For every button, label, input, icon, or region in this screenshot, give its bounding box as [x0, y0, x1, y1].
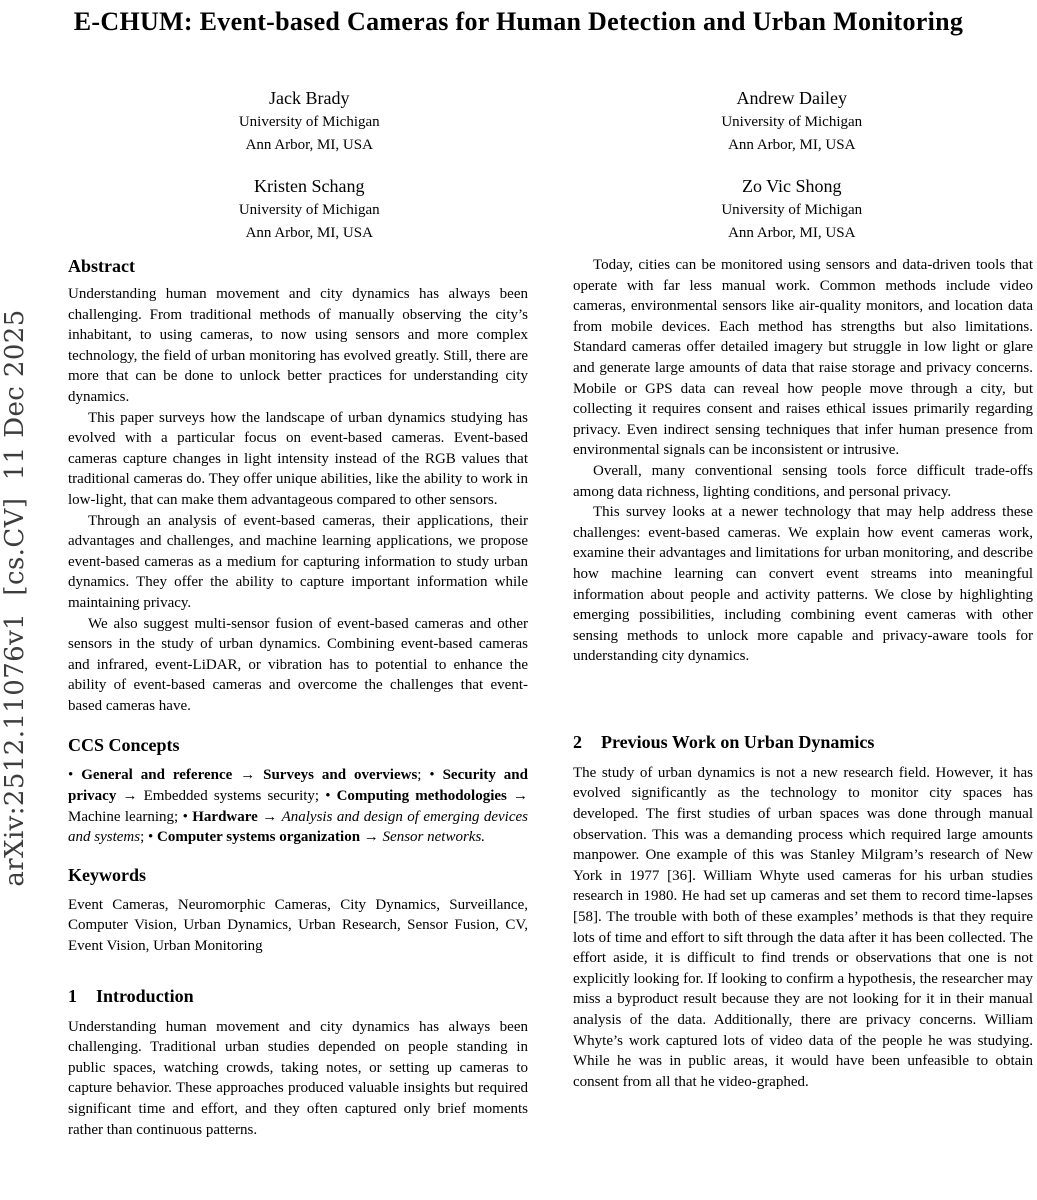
abstract-paragraph-2: This paper surveys how the landscape of urban dynamics studying has evolved with a particular focus on event-based cameras. Event-based cameras capture changes in light intensity instead of the RGB values that traditional cameras do. They offer unique abilities, like the ability to work in low-light, that can make them advantageous compared to other sensors.	[68, 409, 528, 508]
arxiv-watermark: arXiv:2512.11076v1 [cs.CV] 11 Dec 2025	[0, 309, 30, 887]
ccs-segment: General and reference	[81, 767, 233, 784]
ccs-segment: Computing methodologies	[336, 788, 507, 805]
ccs-segment: →	[116, 788, 144, 805]
ccs-segment: Hardware	[192, 808, 258, 825]
author-location: Ann Arbor, MI, USA	[245, 137, 373, 153]
ccs-heading: CCS Concepts	[68, 735, 180, 756]
keywords-text: Event Cameras, Neuromorphic Cameras, City Dynamics, Surveillance, Computer Vision, Urban Dynamics, Urban Research, Sensor Fusion, CV, Event Vision, Urban Monitoring	[68, 896, 528, 955]
left-column	[68, 255, 528, 1140]
ccs-segment: •	[182, 808, 193, 825]
ccs-segment: Embedded systems security;	[143, 788, 326, 805]
introduction-paragraph-4: This survey looks at a newer technology that may help address these challenges: event-based cameras. We explain how event cameras work, examine their advantages and limitations for urban monitoring, and describe how machine learning can convert event streams into meaningful information about people and activity patterns. We close by highlighting emerging possibilities, including combining event cameras with other sensing methods to unlock more capable and privacy-aware tools for understanding city dynamics.	[573, 504, 1033, 665]
ccs-concepts-text	[68, 765, 528, 847]
ccs-segment: Sensor networks.	[382, 829, 486, 846]
section-2-number: 2	[573, 731, 582, 752]
ccs-segment: →	[506, 788, 528, 805]
author-location: Ann Arbor, MI, USA	[728, 137, 856, 153]
section-2-heading	[573, 731, 1033, 754]
paper-title: E-CHUM: Event-based Cameras for Human Detection and Urban Monitoring	[73, 7, 964, 36]
author-name: Andrew Dailey	[736, 88, 847, 108]
keywords-heading: Keywords	[68, 864, 146, 885]
author-affiliation: University of Michigan	[238, 114, 380, 130]
author-affiliation: University of Michigan	[238, 202, 380, 218]
introduction-paragraph-2: Today, cities can be monitored using sensors and data-driven tools that operate with far less manual work. Common methods include video cameras, environmental sensors like air-quality monitors, and location data from mobile devices. Each method has strengths but also limitations. Standard cameras offer detailed imagery but struggle in low light or glare and generate large amounts of data that raise storage and privacy concerns. Mobile or GPS data can reveal how people move through a city, but collecting it requires consent and raises ethical issues primarily regarding privacy. Even indirect sensing techniques that infer human presence from environmental signals can be inconsistent or intrusive.	[573, 257, 1033, 459]
author-affiliation: University of Michigan	[721, 114, 863, 130]
author-2	[551, 86, 1034, 157]
ccs-segment: Machine learning;	[68, 808, 183, 825]
section-1-number: 1	[68, 985, 77, 1006]
ccs-segment: Security and privacy	[68, 767, 528, 805]
ccs-segment: →	[257, 808, 282, 825]
previous-work-paragraph-1: The study of urban dynamics is not a new research field. However, it has evolved significantly as the technology to monitor city spaces has developed. The first studies of urban spaces was done through manual observation. This was a demanding process which required large amounts manpower. One example of this was Stanley Milgram’s research of New York in 1977 [36]. William Whyte used cameras for his urban studies research in 1980. He had set up cameras and set them to record time-lapses [58]. The trouble with both of these examples’ methods is that they require lots of time and effort to sift through the data after it has been collected. The effort aside, it is difficult to find trends or observations that one is not explicitly looking for. If looking to confirm a hypothesis, the researcher may miss a byproduct result because they are not looking for it in their manual analysis of the data. Additionally, there are privacy concerns. William Whyte’s work captured lots of video data of the people he was studying. While he was in public areas, it would have been unfeasible to obtain consent from all that he video-graphed.	[573, 764, 1033, 1090]
author-location: Ann Arbor, MI, USA	[728, 225, 856, 241]
author-4	[551, 174, 1034, 245]
ccs-segment: •	[325, 788, 337, 805]
ccs-segment: →	[232, 767, 264, 784]
abstract-heading: Abstract	[68, 256, 135, 276]
section-1-title: Introduction	[96, 985, 194, 1006]
author-name: Kristen Schang	[254, 176, 365, 196]
authors-block	[68, 86, 1033, 245]
ccs-segment: Surveys and overviews	[263, 767, 418, 784]
section-1-heading	[68, 985, 528, 1008]
right-column	[573, 255, 1033, 1140]
author-name: Jack Brady	[269, 88, 350, 108]
ccs-segment: •	[68, 767, 82, 784]
section-2-title: Previous Work on Urban Dynamics	[601, 731, 875, 752]
two-column-body	[68, 255, 1033, 1140]
abstract-paragraph-4: We also suggest multi-sensor fusion of event-based cameras and other sensors in the study of urban dynamics. Combining event-based cameras and infrared, event-LiDAR, or vibration has to potential to enhance the ability of event-based cameras and overcome the challenges that event-based cameras have.	[68, 615, 528, 714]
introduction-paragraph-1: Understanding human movement and city dynamics has always been challenging. Traditional urban studies depended on people standing in public spaces, watching crowds, taking notes, or setting up cameras to capture behavior. These approaches produced valuable insights but required significant time and effort, and they often captured only brief moments rather than continuous patterns.	[68, 1018, 528, 1138]
author-3	[68, 174, 551, 245]
author-name: Zo Vic Shong	[741, 176, 842, 196]
ccs-segment: Analysis and design of emerging devices and systems	[68, 808, 528, 846]
author-location: Ann Arbor, MI, USA	[245, 225, 373, 241]
ccs-segment: ; •	[417, 767, 443, 784]
abstract-paragraph-3: Through an analysis of event-based cameras, their applications, their advantages and challenges, and machine learning applications, we propose event-based cameras as a medium for capturing information to study urban dynamics. They offer the ability to capture important information while maintaining privacy.	[68, 512, 528, 611]
author-affiliation: University of Michigan	[721, 202, 863, 218]
ccs-segment: ; •	[140, 829, 157, 846]
ccs-segment: Computer systems organization	[157, 829, 361, 846]
author-1	[68, 86, 551, 157]
abstract-paragraph-1: Understanding human movement and city dynamics has always been challenging. From traditional methods of manually observing the city’s inhabitant, to using cameras, to now using sensors and more complex technology, the field of urban monitoring has evolved greatly. Still, there are more that can be done to unlock better practices for understanding city dynamics.	[68, 286, 528, 405]
ccs-segment: →	[360, 829, 383, 846]
introduction-paragraph-3: Overall, many conventional sensing tools force difficult trade-offs among data richness, lighting conditions, and personal privacy.	[573, 462, 1033, 500]
